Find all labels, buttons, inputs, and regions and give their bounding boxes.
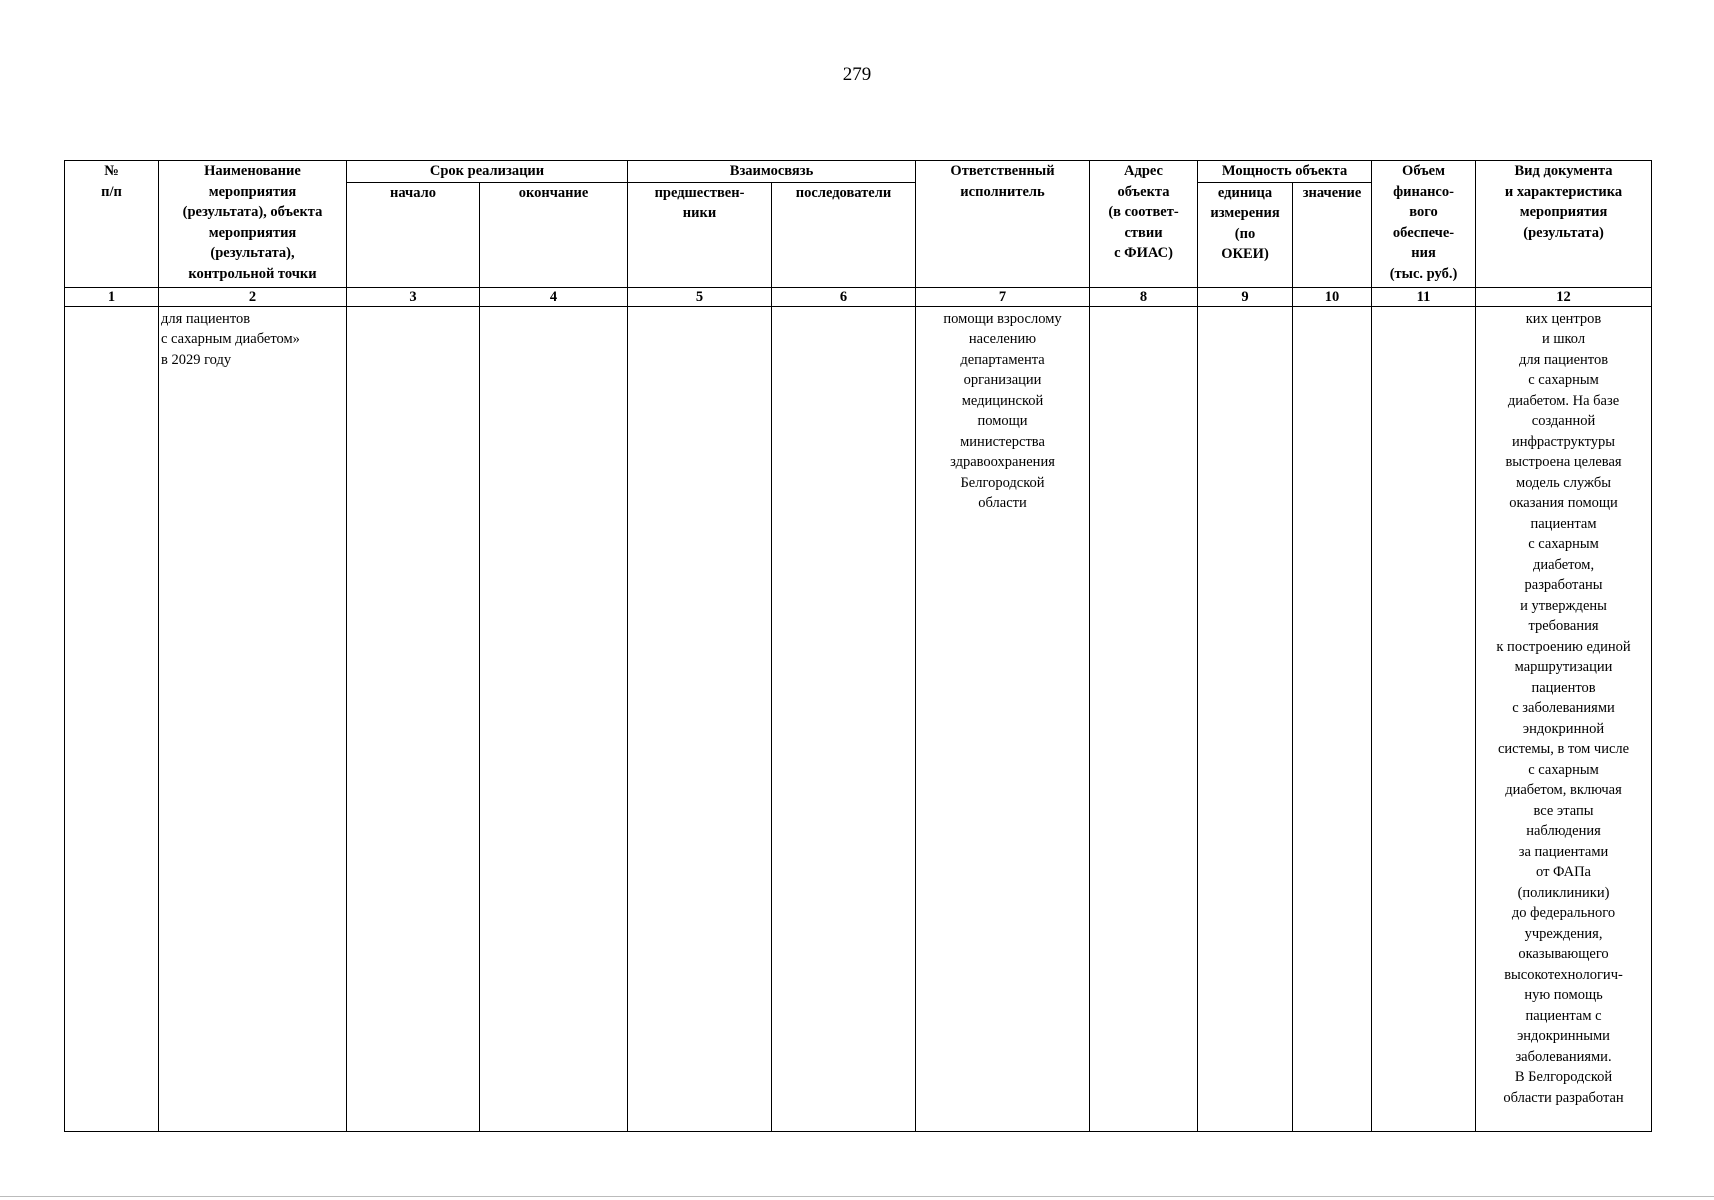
header-num: № п/п bbox=[65, 161, 159, 288]
cell-term-end bbox=[480, 306, 628, 1132]
column-number: 3 bbox=[347, 287, 480, 306]
column-number: 1 bbox=[65, 287, 159, 306]
cell-finance bbox=[1372, 306, 1476, 1132]
header-address: Адрес объекта (в соответ- ствии с ФИАС) bbox=[1090, 161, 1198, 288]
header-link-prev: предшествен- ники bbox=[628, 182, 772, 287]
column-number: 6 bbox=[772, 287, 916, 306]
column-number: 2 bbox=[159, 287, 347, 306]
header-capacity-unit: единица измерения (по ОКЕИ) bbox=[1198, 182, 1293, 287]
cell-capacity-value bbox=[1293, 306, 1372, 1132]
column-number: 4 bbox=[480, 287, 628, 306]
header-finance: Объем финансо- вого обеспече- ния (тыс. руб.) bbox=[1372, 161, 1476, 288]
header-responsible: Ответственный исполнитель bbox=[916, 161, 1090, 288]
header-term-start: начало bbox=[347, 182, 480, 287]
cell-link-prev bbox=[628, 306, 772, 1132]
header-capacity-group: Мощность объекта bbox=[1198, 161, 1372, 183]
column-number: 12 bbox=[1476, 287, 1652, 306]
cell-address bbox=[1090, 306, 1198, 1132]
cell-term-start bbox=[347, 306, 480, 1132]
cell-capacity-unit bbox=[1198, 306, 1293, 1132]
cell-doc-type: ких центров и школ для пациентов с сахарным диабетом. На базе созданной инфраструктуры выстроена целевая модель службы оказания помощи пациентам с сахарным диабетом, разработаны и утверждены требования к построению единой маршрутизации пациентов с заболеваниями эндокринной системы, в том числе с сахарным диабетом, включая все этапы наблюдения за пациентами от ФАПа (поликлиники) до федерального учреждения, оказывающего высокотехнологич- ную помощь пациентам с эндокринными заболеваниями. В Белгородской области разработан bbox=[1476, 306, 1652, 1132]
events-table bbox=[64, 160, 1652, 1132]
column-number: 7 bbox=[916, 287, 1090, 306]
cell-responsible: помощи взрослому населению департамента организации медицинской помощи министерства здравоохранения Белгородской области bbox=[916, 306, 1090, 1132]
column-number: 8 bbox=[1090, 287, 1198, 306]
header-term-group: Срок реализации bbox=[347, 161, 628, 183]
cell-num bbox=[65, 306, 159, 1132]
header-doc-type: Вид документа и характеристика мероприятия (результата) bbox=[1476, 161, 1652, 288]
header-name: Наименование мероприятия (результата), объекта мероприятия (результата), контрольной точки bbox=[159, 161, 347, 288]
page-number: 279 bbox=[842, 64, 872, 85]
header-term-end: окончание bbox=[480, 182, 628, 287]
header-link-next: последователи bbox=[772, 182, 916, 287]
table-row bbox=[65, 306, 1652, 1132]
column-number: 5 bbox=[628, 287, 772, 306]
cell-link-next bbox=[772, 306, 916, 1132]
cell-name: для пациентов с сахарным диабетом» в 2029 году bbox=[159, 306, 347, 1132]
column-number: 10 bbox=[1293, 287, 1372, 306]
header-link-group: Взаимосвязь bbox=[628, 161, 916, 183]
scan-edge-line bbox=[0, 1196, 1714, 1197]
column-number: 9 bbox=[1198, 287, 1293, 306]
header-capacity-value: значение bbox=[1293, 182, 1372, 287]
column-number: 11 bbox=[1372, 287, 1476, 306]
